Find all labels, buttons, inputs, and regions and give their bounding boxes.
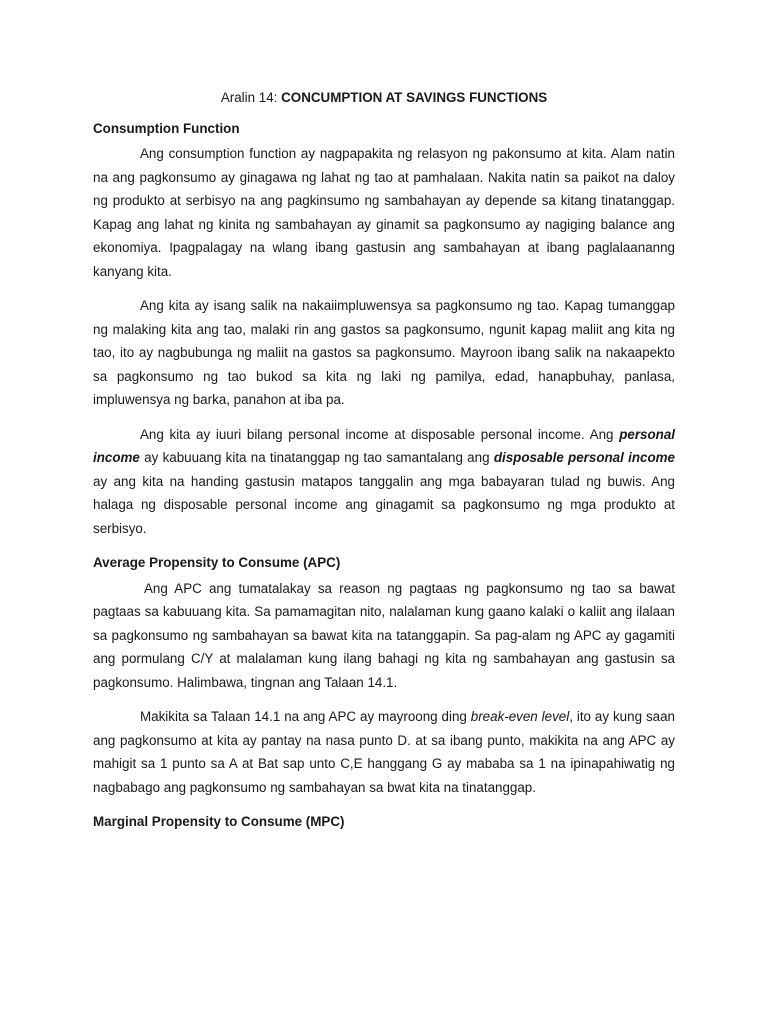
paragraph-apc-1: Ang APC ang tumatalakay sa reason ng pagtaas ng pagkonsumo ng tao sa bawat pagtaas sa kabuuang kita. Sa pamamagitan nito, nalalaman kung gaano kalaki o kaliit ang ilalaan sa pagkonsumo ng sambahayan sa bawat kita na tatanggapin. Sa pag-alam ng APC ay gagamiti ang pormulang C/Y at malalaman kung ilang bahagi ng kita ng sambahayan ang gastusin sa pagkonsumo. Halimbawa, tingnan ang Talaan 14.1. <box>93 580 675 690</box>
document-page <box>93 86 675 836</box>
section-heading-apc: Average Propensity to Consume (APC) <box>93 555 341 570</box>
paragraph-consumption-2: Ang kita ay isang salik na nakaiimpluwensya sa pagkonsumo ng tao. Kapag tumanggap ng malaking kita ang tao, malaki rin ang gastos sa pagkonsumo, ngunit kapag maliit ang kita ng tao, ito ay nagbubunga ng maliit na gastos sa pagkonsumo. Mayroon ibang salik na nakaapekto sa pagkonsumo ng tao bukod sa kita ng laki ng pamilya, edad, hanapbuhay, panlasa, impluwensya ng barka, panahon at iba pa. <box>93 298 675 407</box>
paragraph-consumption-3 <box>93 423 675 541</box>
paragraph-consumption-1: Ang consumption function ay nagpapakita ng relasyon ng pakonsumo at kita. Alam natin na ang pagkonsumo ay ginagawa ng lahat ng tao at pamhalaan. Nakita natin sa paikot na daloy ng produkto at serbisyo na ang pagkinsumo ng sambahayan ay depende sa kitang tinatanggap. Kapag ang lahat ng kinita ng sambahayan ay ginamit sa pagkonsumo ay nagiging balance ang ekonomiya. Ipagpalagay na wlang ibang gastusin ang sambahayan at ibang paglalaananng kanyang kita. <box>93 146 675 279</box>
paragraph-text: , ito ay kung saan ang pagkonsumo at kita ay pantay na nasa punto D. at sa ibang punto, makikita na ang APC ay mahigit sa 1 punto sa A at Bat sap unto C,E hanggang G ay mababa sa 1 na ipinapahiwatig ng nagbabago ang pagkonsumo ng sambahayan sa bwat kita na tinatanggap. <box>93 709 675 795</box>
paragraph-text: Ang kita ay iuuri bilang personal income at disposable personal income. Ang <box>140 426 620 442</box>
lesson-title <box>93 86 675 110</box>
term-break-even-level: break-even level <box>470 709 570 724</box>
section-heading-mpc: Marginal Propensity to Consume (MPC) <box>93 814 345 829</box>
section-heading-consumption-function: Consumption Function <box>93 120 240 136</box>
term-personal-income: personal income <box>93 426 675 465</box>
paragraph-text: ay kabuuang kita na tinatanggap ng tao samantalang ang <box>139 450 494 465</box>
lesson-title-prefix: Aralin 14: <box>220 90 282 105</box>
paragraph-text: Makikita sa Talaan 14.1 na ang APC ay mayroong ding <box>140 709 471 724</box>
lesson-title-main: CONCUMPTION AT SAVINGS FUNCTIONS <box>281 90 548 105</box>
paragraph-apc-2 <box>93 705 675 799</box>
paragraph-text: ay ang kita na handing gastusin matapos tanggalin ang mga babayaran tulad ng buwis. Ang halaga ng disposable personal income ang ginagamit sa pagkonsumo ng mga produkto at serbisyo. <box>93 473 675 536</box>
term-disposable-personal-income: disposable personal income <box>493 450 675 465</box>
